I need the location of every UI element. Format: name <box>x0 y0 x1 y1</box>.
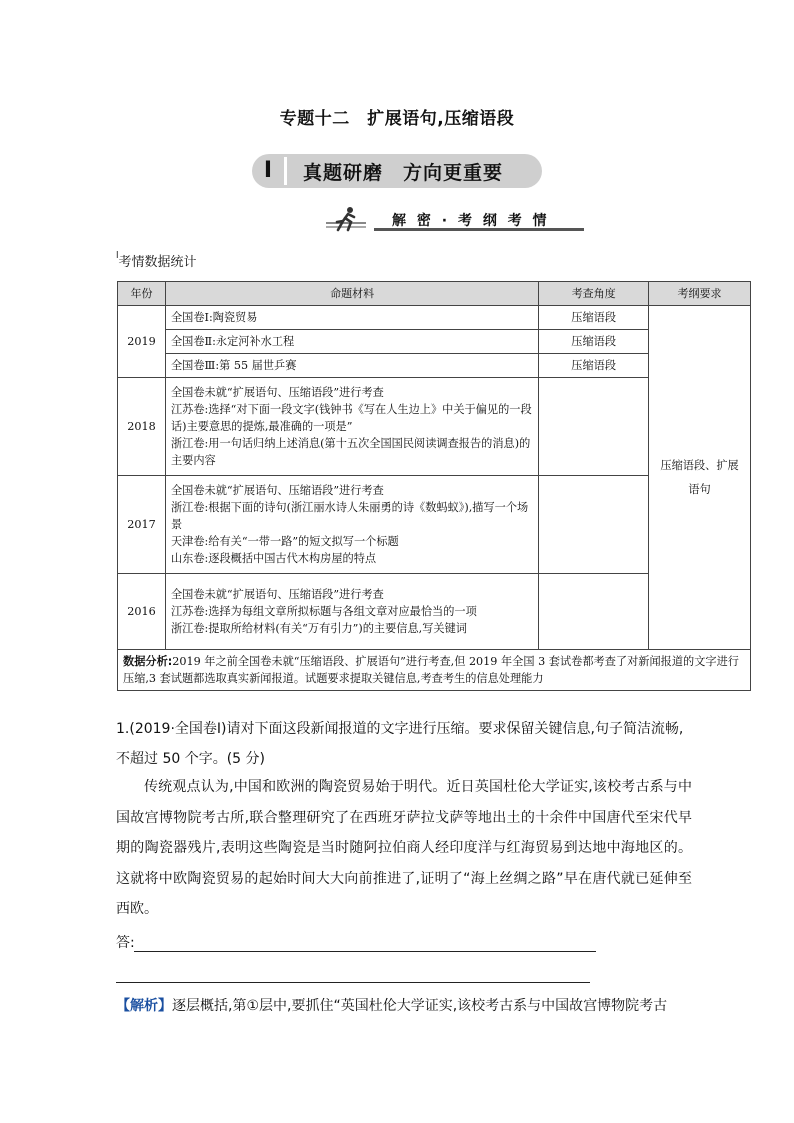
subheading <box>322 206 586 234</box>
runner-icon <box>326 206 366 234</box>
answer-label: 答: <box>116 935 135 951</box>
year-cell: 2018 <box>118 378 166 476</box>
material-cell: 全国卷Ⅲ:第 55 届世乒赛 <box>165 354 538 378</box>
angle-cell: 压缩语段 <box>539 354 649 378</box>
year-cell: 2016 <box>118 574 166 650</box>
page-title: 专题十二 扩展语句,压缩语段 <box>279 109 515 129</box>
material-cell: 全国卷未就“扩展语句、压缩语段”进行考查 江苏卷:选择“对下面一段文字(钱钟书《写在人生边上》中关于偏见的一段话)主要意思的提炼,最准确的一项是” 浙江卷:用一句话归纳上述消息(第十五次全国国民阅读调查报告的消息)的主要内容 <box>165 378 538 476</box>
news-passage: 传统观点认为,中国和欧洲的陶瓷贸易始于明代。近日英国杜伦大学证实,该校考古系与中国故宫博物院考古所,联合整理研究了在西班牙萨拉戈萨等地出土的十余件中国唐代至宋代早期的陶瓷器残片,表明这些陶瓷是当时随阿拉伯商人经印度洋与红海贸易到达地中海地区的。这就将中欧陶瓷贸易的起始时间大大向前推进了,证明了“海上丝绸之路”早在唐代就已延伸至西欧。 <box>116 779 692 917</box>
header-material: 命题材料 <box>165 282 538 306</box>
analysis-tag: 【解析】 <box>116 998 172 1014</box>
header-requirement: 考纲要求 <box>649 282 751 306</box>
table-header-row <box>118 282 751 306</box>
answer-line[interactable] <box>116 982 590 983</box>
material-cell: 全国卷Ⅱ:永定河补水工程 <box>165 330 538 354</box>
requirement-cell: 压缩语段、扩展语句 <box>649 306 751 650</box>
subheading-text: 解 密 · 考 纲 考 情 <box>392 213 550 229</box>
year-cell: 2017 <box>118 476 166 574</box>
analysis-body: 逐层概括,第①层中,要抓住“英国杜伦大学证实,该校考古系与中国故宫博物院考古 <box>172 998 668 1014</box>
analysis-cell: 数据分析:2019 年之前全国卷未就“压缩语段、扩展语句”进行考查,但 2019 年全国 3 套试卷都考查了对新闻报道的文字进行压缩,3 套试题都选取真实新闻报道。试题要求提取关键信息,考查考生的信息处理能力 <box>118 650 751 691</box>
banner-number: Ⅰ <box>252 157 287 185</box>
angle-cell: 压缩语段 <box>539 306 649 330</box>
stats-label: $^l$考情数据统计 <box>116 251 197 270</box>
question-text: 1.(2019·全国卷Ⅰ)请对下面这段新闻报道的文字进行压缩。要求保留关键信息,句子简洁流畅,不超过 50 个字。(5 分) <box>116 721 684 767</box>
banner-text: 真题研磨 方向更重要 <box>303 161 504 184</box>
answer-line[interactable] <box>134 951 596 952</box>
analysis-row <box>118 650 751 691</box>
material-cell: 全国卷Ⅰ:陶瓷贸易 <box>165 306 538 330</box>
header-angle: 考查角度 <box>539 282 649 306</box>
exam-stats-table <box>117 281 751 691</box>
section-banner <box>252 154 542 188</box>
table-row <box>118 306 751 330</box>
material-cell: 全国卷未就“扩展语句、压缩语段”进行考查 江苏卷:选择为每组文章所拟标题与各组文章对应最恰当的一项 浙江卷:提取所给材料(有关“万有引力”)的主要信息,写关键词 <box>165 574 538 650</box>
solution-analysis <box>116 995 696 1017</box>
header-year: 年份 <box>118 282 166 306</box>
year-cell: 2019 <box>118 306 166 378</box>
material-cell: 全国卷未就“扩展语句、压缩语段”进行考查 浙江卷:根据下面的诗句(浙江丽水诗人朱丽勇的诗《数蚂蚁》),描写一个场景 天津卷:给有关“一带一路”的短文拟写一个标题 山东卷:逐段概括中国古代木构房屋的特点 <box>165 476 538 574</box>
angle-cell: 压缩语段 <box>539 330 649 354</box>
